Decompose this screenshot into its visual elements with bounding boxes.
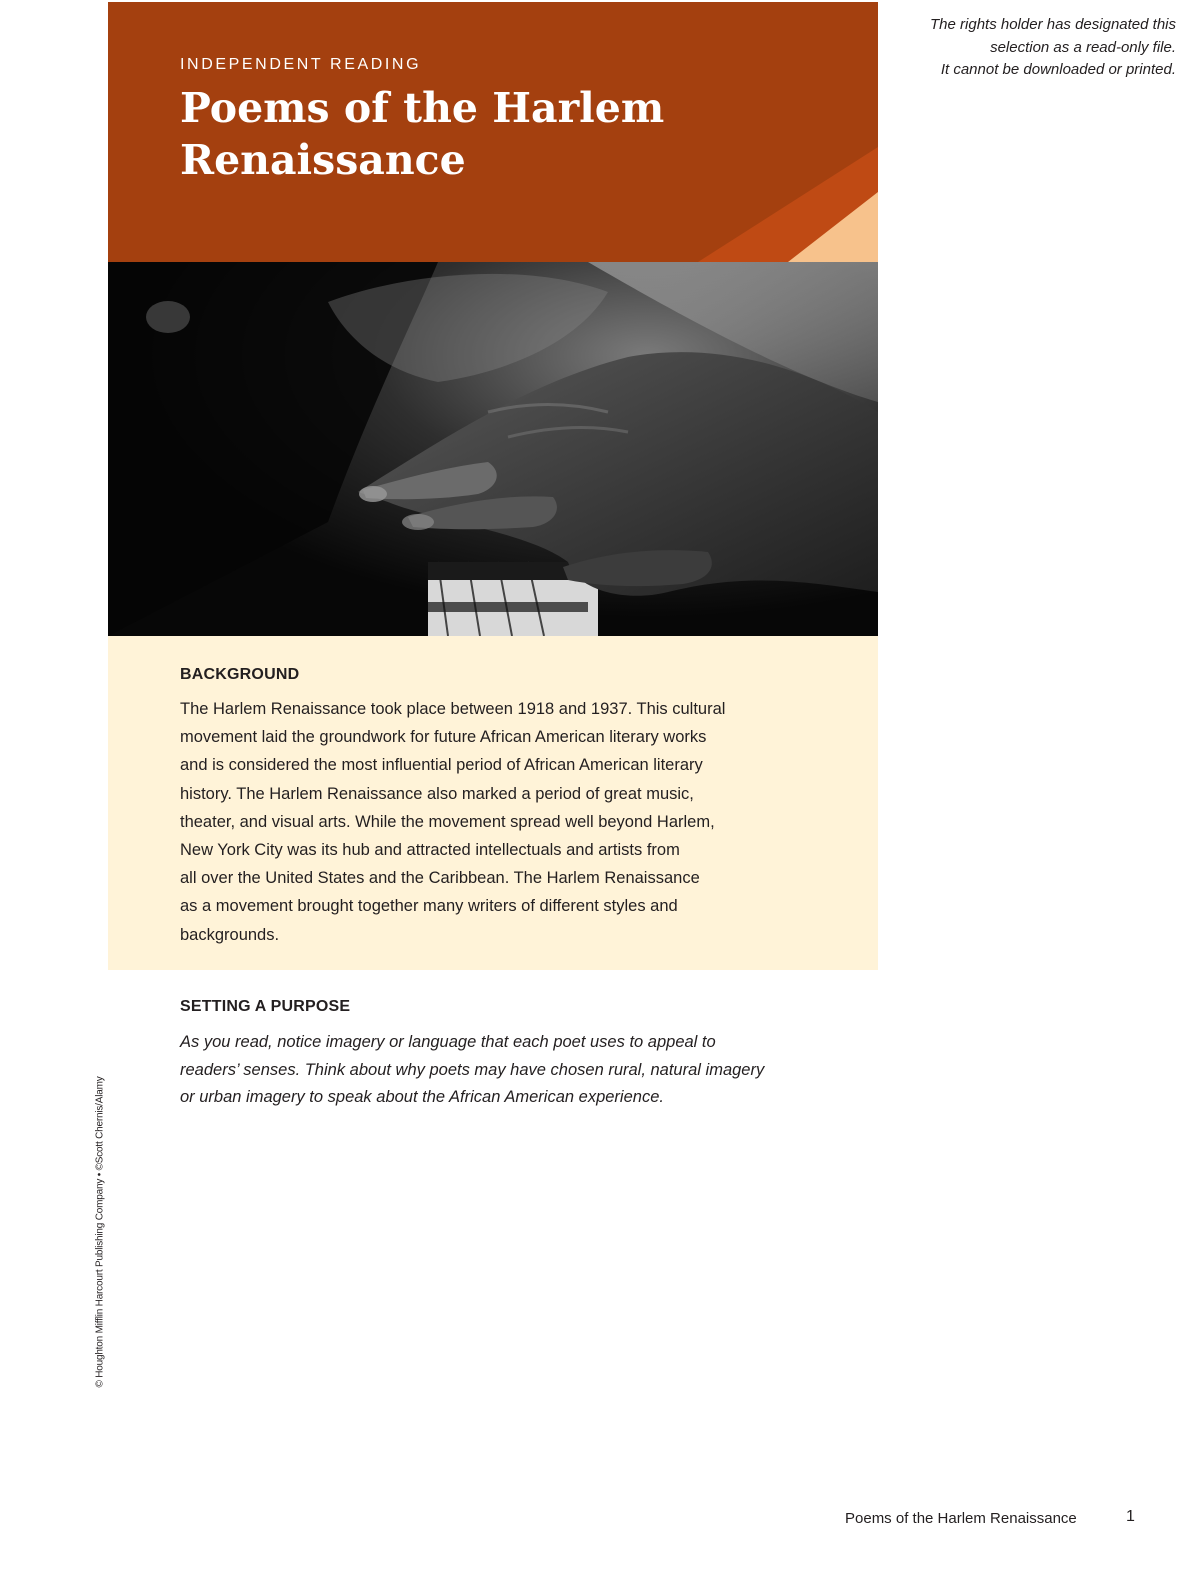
rights-notice-line: It cannot be downloaded or printed. [940, 61, 1176, 78]
rights-notice [836, 14, 1176, 82]
page-title: Poems of the Harlem Renaissance [180, 84, 665, 184]
paragraph-line: and is considered the most influential period of African American literary [180, 756, 703, 775]
paragraph-line: New York City was its hub and attracted intellectuals and artists from [180, 841, 680, 860]
paragraph-line: The Harlem Renaissance took place between 1918 and 1937. This cultural [180, 700, 726, 718]
background-section [108, 636, 878, 970]
page-number: 1 [1126, 1508, 1135, 1525]
piano-hands-image [108, 262, 878, 636]
hands-on-piano-photo [108, 262, 878, 636]
purpose-heading: SETTING A PURPOSE [180, 998, 351, 1015]
footer-title: Poems of the Harlem Renaissance [845, 1510, 1077, 1527]
paragraph-line: history. The Harlem Renaissance also marked a period of great music, [180, 784, 694, 803]
photo-credit: © Houghton Mifflin Harcourt Publishing Company • ©Scott Chernis/Alamy [94, 1076, 106, 1388]
background-heading: BACKGROUND [180, 666, 300, 683]
paragraph-line: readers’ senses. Think about why poets may have chosen rural, natural imagery [180, 1060, 765, 1079]
paragraph-line: backgrounds. [180, 925, 280, 944]
purpose-paragraph [180, 1029, 820, 1112]
paragraph-line: As you read, notice imagery or language that each poet uses to appeal to [180, 1033, 716, 1051]
paragraph-line: all over the United States and the Caribbean. The Harlem Renaissance [180, 869, 700, 888]
rights-notice-line: The rights holder has designated this [930, 16, 1176, 33]
section-eyebrow: INDEPENDENT READING [180, 56, 422, 73]
paragraph-line: or urban imagery to speak about the African American experience. [180, 1088, 664, 1106]
paragraph-line: theater, and visual arts. While the movement spread well beyond Harlem, [180, 812, 715, 831]
paragraph-line: movement laid the groundwork for future African American literary works [180, 728, 707, 747]
paragraph-line: as a movement brought together many writers of different styles and [180, 897, 678, 916]
background-paragraph [180, 695, 800, 949]
title-banner [108, 2, 878, 262]
rights-notice-line: selection as a read-only file. [990, 38, 1176, 56]
